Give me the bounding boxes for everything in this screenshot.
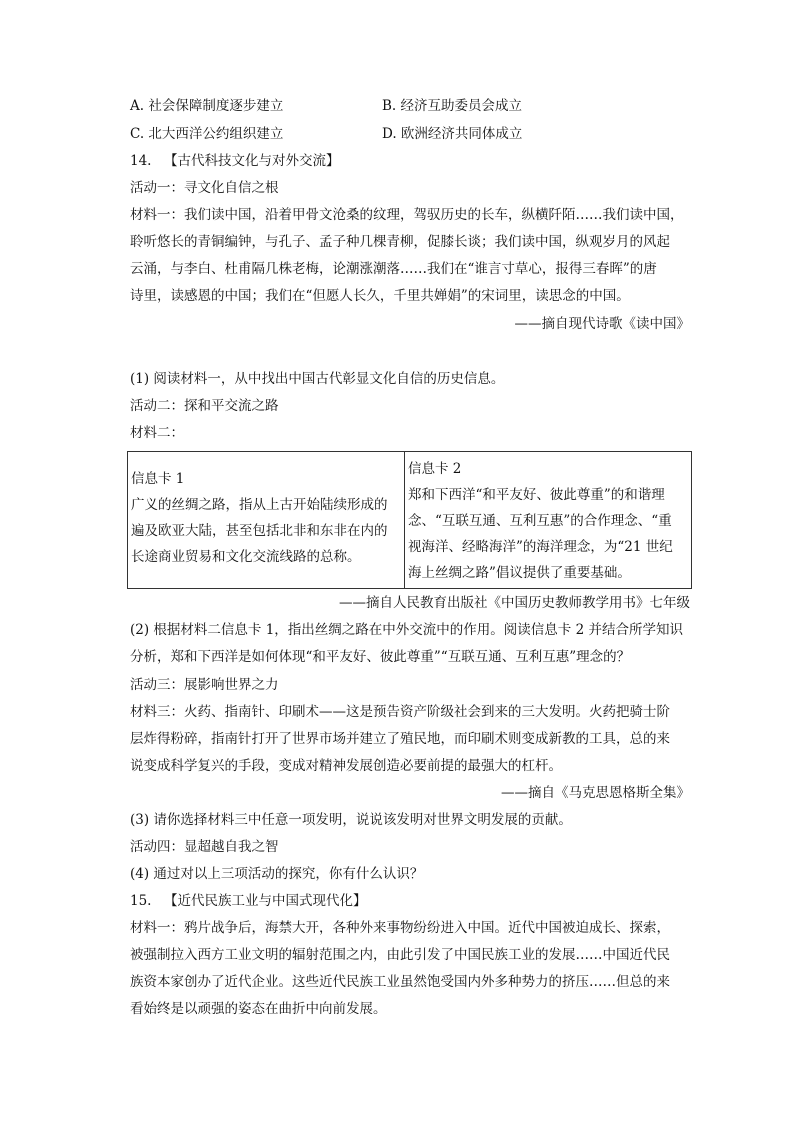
info-card-2 <box>405 452 692 589</box>
question-title: 【近代民族工业与中国式现代化】 <box>164 893 367 909</box>
material-line: 材料一：鸦片战争后，海禁大开，各种外来事物纷纷进入中国。近代中国被迫成长、探索， <box>130 920 670 936</box>
material-line: 族资本家创办了近代企业。这些近代民族工业虽然饱受国内外多种势力的挤压……但总的来 <box>130 974 670 990</box>
activity-4: 活动四：显超越自我之智 <box>130 839 279 855</box>
info-card-1 <box>128 452 405 589</box>
sub-question-2-line: 分析，郑和下西洋是如何体现“和平友好、彼此尊重”“互联互通、互利互惠”理念的？ <box>130 649 631 665</box>
activity-2: 活动二：探和平交流之路 <box>130 398 279 414</box>
question-title: 【古代科技文化与对外交流】 <box>164 153 340 169</box>
info-card-line: 海上丝绸之路”倡议提供了重要基础。 <box>408 565 631 581</box>
info-card-title: 信息卡 1 <box>131 471 185 487</box>
source-citation: ——摘自《马克思恩格斯全集》 <box>501 785 690 801</box>
sub-question-2-line: (2) 根据材料二信息卡 1，指出丝绸之路在中外交流中的作用。阅读信息卡 2 并结合所学知识 <box>130 622 683 638</box>
option-c: C. 北大西洋公约组织建立 <box>130 126 284 142</box>
info-card-title: 信息卡 2 <box>408 461 462 477</box>
material-3-line: 材料三：火药、指南针、印刷术——这是预告资产阶级社会到来的三大发明。火药把骑士阶 <box>130 704 670 720</box>
source-citation: ——摘自人民教育出版社《中国历史教师教学用书》七年级 <box>339 595 690 611</box>
info-card-line: 视海洋、经略海洋”的海洋理念，为“21 世纪 <box>408 539 673 555</box>
material-1-line: 诗里，读感恩的中国；我们在“但愿人长久，千里共婵娟”的宋词里，读思念的中国。 <box>130 288 630 304</box>
source-citation: ——摘自现代诗歌《读中国》 <box>514 316 690 332</box>
sub-question-3: (3) 请你选择材料三中任意一项发明，说说该发明对世界文明发展的贡献。 <box>130 812 572 828</box>
option-b: B. 经济互助委员会成立 <box>382 98 523 114</box>
info-card-line: 遍及欧亚大陆，甚至包括北非和东非在内的 <box>131 523 388 539</box>
info-card-line: 郑和下西洋“和平友好、彼此尊重”的和谐理 <box>408 487 665 503</box>
question-15-heading <box>130 891 367 911</box>
activity-1: 活动一：寻文化自信之根 <box>130 180 279 196</box>
material-line: 看始终是以顽强的姿态在曲折中向前发展。 <box>130 1001 387 1017</box>
info-card-line: 广义的丝绸之路，指从上古开始陆续形成的 <box>131 497 388 513</box>
activity-3: 活动三：展影响世界之力 <box>130 677 279 693</box>
sub-question-1: (1) 阅读材料一，从中找出中国古代彰显文化自信的历史信息。 <box>130 371 505 387</box>
option-a: A. 社会保障制度逐步建立 <box>130 98 284 114</box>
sub-question-4: (4) 通过对以上三项活动的探究，你有什么认识？ <box>130 866 424 882</box>
material-line: 被强制拉入西方工业文明的辐射范围之内，由此引发了中国民族工业的发展……中国近代民 <box>130 947 670 963</box>
material-3-line: 说变成科学复兴的手段，变成对精神发展创造必要前提的最强大的杠杆。 <box>130 758 562 774</box>
material-1-line: 云涌，与李白、杜甫隔几株老梅，论潮涨潮落……我们在“谁言寸草心，报得三春晖”的唐 <box>130 261 657 277</box>
material-1-line: 材料一：我们读中国，沿着甲骨文沧桑的纹理，驾驭历史的长车，纵横阡陌……我们读中国， <box>130 207 684 223</box>
question-14-heading <box>130 151 340 171</box>
question-number: 14. <box>130 153 152 169</box>
material-2-label: 材料二： <box>130 425 184 441</box>
material-3-line: 层炸得粉碎，指南针打开了世界市场并建立了殖民地，而印刷术则变成新教的工具，总的来 <box>130 731 670 747</box>
info-card-line: 念、“互联互通、互利互惠”的合作理念、“重 <box>408 513 672 529</box>
info-card-line: 长途商业贸易和文化交流线路的总称。 <box>131 549 361 565</box>
question-number: 15. <box>130 893 152 909</box>
info-card-table <box>127 451 692 589</box>
material-1-line: 聆听悠长的青铜编钟，与孔子、孟子种几棵青柳，促膝长谈；我们读中国，纵观岁月的风起 <box>130 234 670 250</box>
option-d: D. 欧洲经济共同体成立 <box>382 126 523 142</box>
